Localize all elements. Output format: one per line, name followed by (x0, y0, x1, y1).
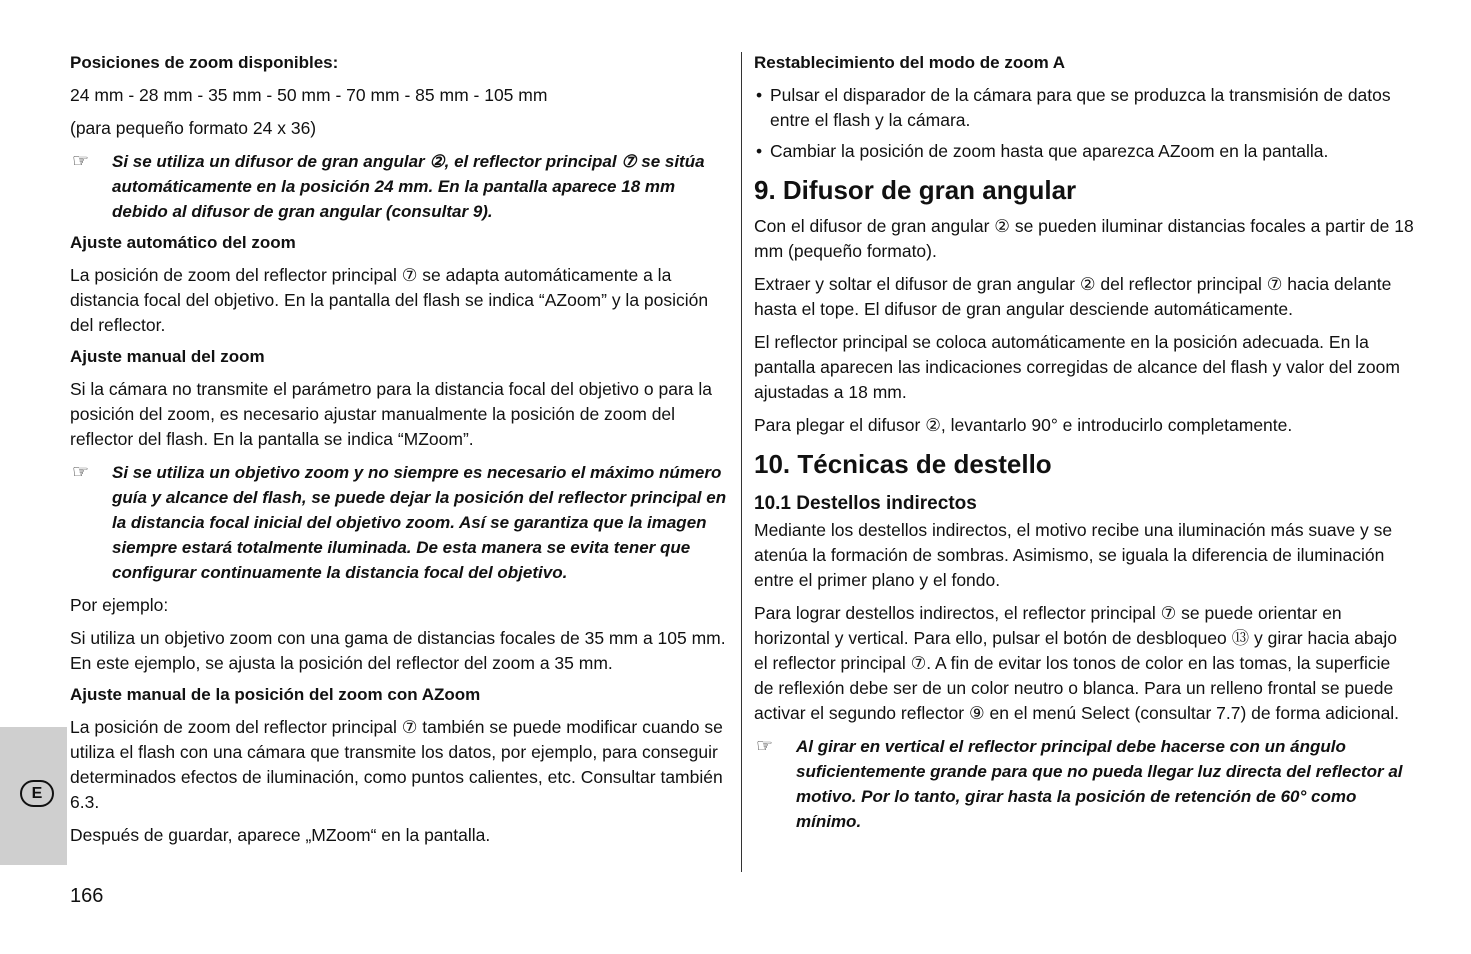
note-text: Si se utiliza un objetivo zoom y no siempre es necesario el máximo número guía y alcance del flash, se puede dejar la posición del reflector principal en la distancia focal inicial del objetivo zoom. Así se garantiza que la imagen siempre estará totalmente iluminada. De esta manera se evita tener que configurar continuamente la distancia focal del objetivo. (112, 463, 727, 582)
language-badge: E (20, 780, 54, 807)
list-item: • Cambiar la posición de zoom hasta que aparezca AZoom en la pantalla. (754, 139, 1414, 164)
reset-heading: Restablecimiento del modo de zoom A (754, 53, 1066, 72)
section-9-paragraph: Con el difusor de gran angular ② se pueden iluminar distancias focales a partir de 18 mm (pequeño formato). (754, 216, 1414, 261)
auto-zoom-text: La posición de zoom del reflector principal ⑦ se adapta automáticamente a la distancia focal del objetivo. En la pantalla del flash se indica “AZoom” y la posición del reflector. (70, 265, 709, 335)
section-9-title: 9. Difusor de gran angular (754, 175, 1077, 205)
zoom-positions-heading: Posiciones de zoom disponibles: (70, 53, 339, 72)
section-9-paragraph: Para plegar el difusor ②, levantarlo 90° e introducirlo completamente. (754, 415, 1293, 435)
section-10-paragraph: Para lograr destellos indirectos, el reflector principal ⑦ se puede orientar en horizontal y vertical. Para ello, pulsar el botón de desbloqueo ⑬ y girar hacia abajo el reflector principal ⑦. A fin de evitar los tonos de color en las tomas, la superficie de reflexión debe ser de un color neutro o blanca. Para un relleno frontal se puede activar el segundo reflector ⑨ en el menú Select (consultar 7.7) de forma adicional. (754, 603, 1400, 723)
note-zoom-lens (70, 460, 730, 585)
section-10-1-title: 10.1 Destellos indirectos (754, 493, 977, 514)
pointing-hand-icon: ☞ (756, 736, 774, 757)
zoom-positions-values: 24 mm - 28 mm - 35 mm - 50 mm - 70 mm - 85 mm - 105 mm (70, 85, 548, 105)
column-divider (741, 52, 742, 872)
left-column (70, 52, 730, 856)
after-save-text: Después de guardar, aparece „MZoom“ en la pantalla. (70, 825, 491, 845)
right-column (754, 52, 1414, 842)
example-label: Por ejemplo: (70, 595, 169, 615)
example-text: Si utiliza un objetivo zoom con una gama de distancias focales de 35 mm a 105 mm. En este ejemplo, se ajusta la posición del reflector del zoom a 35 mm. (70, 628, 726, 673)
section-10-title: 10. Técnicas de destello (754, 449, 1052, 479)
section-9-paragraph: El reflector principal se coloca automáticamente en la posición adecuada. En la pantalla aparecen las indicaciones corregidas de alcance del flash y valor del zoom ajustadas a 18 mm. (754, 332, 1400, 402)
list-item: • Pulsar el disparador de la cámara para que se produzca la transmisión de datos entre el flash y la cámara. (754, 83, 1414, 133)
section-10-paragraph: Mediante los destellos indirectos, el motivo recibe una iluminación más suave y se atenúa la formación de sombras. Asimismo, se iguala la diferencia de iluminación entre el primer plano y el fondo. (754, 520, 1393, 590)
reset-bullet-list (754, 83, 1414, 164)
manual-zoom-heading: Ajuste manual del zoom (70, 347, 265, 366)
manual-zoom-text: Si la cámara no transmite el parámetro para la distancia focal del objetivo o para la posición del zoom, es necesario ajustar manualmente la posición de zoom del reflector del flash. En la pantalla se indica “MZoom”. (70, 379, 713, 449)
note-vertical-tilt (754, 734, 1414, 834)
auto-zoom-heading: Ajuste automático del zoom (70, 233, 296, 252)
zoom-positions-note: (para pequeño formato 24 x 36) (70, 118, 317, 138)
azoom-text: La posición de zoom del reflector principal ⑦ también se puede modificar cuando se utiliza el flash con una cámara que transmite los datos, por ejemplo, para conseguir determinados efectos de iluminación, como puntos calientes, etc. Consultar también 6.3. (70, 717, 723, 812)
note-text: Al girar en vertical el reflector principal debe hacerse con un ángulo suficientemente grande para que no pueda llegar luz directa del reflector al motivo. Por lo tanto, girar hasta la posición de retención de 60° como mínimo. (796, 737, 1403, 831)
note-text: Si se utiliza un difusor de gran angular ②, el reflector principal ⑦ se sitúa automáticamente en la posición 24 mm. En la pantalla aparece 18 mm debido al difusor de gran angular (consultar 9). (112, 152, 705, 221)
page-number: 166 (70, 885, 104, 907)
section-9-paragraph: Extraer y soltar el difusor de gran angular ② del reflector principal ⑦ hacia delante hasta el tope. El difusor de gran angular desciende automáticamente. (754, 274, 1392, 319)
pointing-hand-icon: ☞ (72, 151, 90, 172)
azoom-heading: Ajuste manual de la posición del zoom con AZoom (70, 685, 481, 704)
pointing-hand-icon: ☞ (72, 462, 90, 483)
note-wide-angle (70, 149, 730, 224)
